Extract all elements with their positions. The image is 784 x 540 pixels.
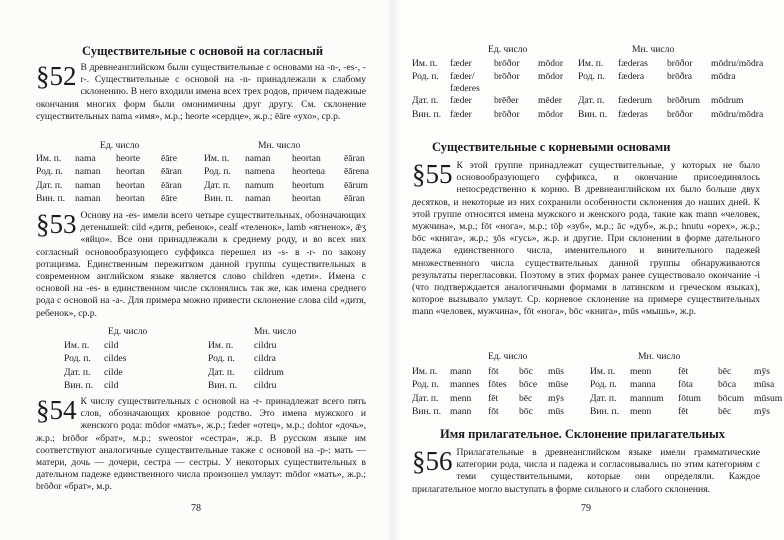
- table-cell: bōca: [718, 379, 737, 391]
- table-cell: fæderum: [618, 95, 653, 107]
- table-cell: menn: [630, 366, 652, 377]
- table-row: [36, 180, 369, 193]
- paragraph-54: [36, 396, 366, 494]
- table-cell: mūs: [548, 405, 564, 417]
- table-cell: heorte: [116, 153, 140, 164]
- table-row: [412, 109, 763, 122]
- table-cell: Род. п.: [590, 379, 617, 391]
- section-number-56: §56: [412, 446, 453, 476]
- table-cell: fōtum: [678, 392, 701, 404]
- section-number-52: §52: [36, 61, 77, 91]
- table-cell: mēder: [538, 95, 562, 107]
- table2-singular-header: Ед. число: [108, 326, 148, 337]
- table-cell: Им. п.: [412, 366, 438, 377]
- table-cell: menn: [450, 392, 472, 404]
- table-cell: cildrum: [254, 366, 284, 378]
- table2-plural-header: Мн. число: [254, 326, 297, 337]
- table3-r-stem-declension: [412, 58, 763, 122]
- table-cell: heortum: [292, 179, 324, 191]
- table-cell: heortan: [292, 192, 321, 204]
- table-cell: brōðor: [667, 108, 693, 120]
- book-gutter-shadow: [386, 0, 400, 540]
- heading-consonant-stem: Существительные с основой на согласный: [82, 44, 324, 58]
- table-cell: mōdru/mōdra: [711, 58, 764, 69]
- table-cell: mōdor: [538, 71, 564, 83]
- table-cell: heortan: [116, 192, 145, 204]
- paragraph-52: [36, 62, 366, 123]
- table-cell: Им. п.: [208, 340, 234, 351]
- table-cell: bōc: [519, 405, 533, 417]
- table-cell: mūse: [548, 379, 569, 391]
- table-cell: Им. п.: [204, 153, 230, 164]
- paragraph-56-text: Прилагательные в древнеанглийском языке имели грамматические категории рода, числа и падежа и согласовывались по этим категориям с теми существительными, которые они определяли. Каждое прилагательное могло выступать в форме сильного и слабого склонения.: [412, 447, 760, 495]
- table-row: [412, 366, 782, 379]
- table-cell: Дат. п.: [36, 179, 63, 191]
- table-row: [36, 166, 369, 179]
- paragraph-55: [412, 160, 760, 319]
- paragraph-52-text: В древнеанглийском были существительные с основами на -n-, -es-, -r-. Существительные с основой на -n- принадлежали к слабому склонению. В него входили имена всех трех родов, причем падежные окончания многих форм были омонимичны друг другу. См. склонение существительных nama «имя», м.р.; heorte «сердце», ж.р.; ēāre «ухо», ср.р.: [36, 62, 366, 122]
- table-cell: fōtes: [488, 379, 507, 391]
- table-row: [64, 380, 284, 393]
- table-cell: menn: [630, 405, 652, 417]
- table-cell: brōðrum: [667, 95, 701, 107]
- table-cell: Род. п.: [412, 379, 439, 391]
- table-cell: Вин. п.: [412, 405, 441, 417]
- table-cell: Дат. п.: [590, 392, 617, 404]
- table-cell: namum: [245, 179, 274, 191]
- table-cell: naman: [75, 192, 101, 204]
- table-cell: cild: [104, 340, 119, 351]
- table2-es-stem-declension: [64, 340, 284, 393]
- table-cell: fæder: [450, 58, 472, 69]
- heading-root-stem: Существительные с корневыми основами: [432, 140, 671, 154]
- table-cell: brōðor: [494, 71, 520, 83]
- table-cell: heortan: [116, 179, 145, 191]
- table-cell: Им. п.: [36, 153, 62, 164]
- table4-singular-header: Ед. число: [488, 351, 528, 362]
- table-cell: ēāre: [161, 153, 177, 164]
- table-cell: fōt: [488, 366, 499, 377]
- table-row: [412, 393, 782, 406]
- table-cell: heortan: [292, 153, 321, 164]
- table1-plural-header: Мн. число: [258, 140, 301, 151]
- table-cell: bōcum: [718, 392, 745, 404]
- table-cell: fæder: [450, 108, 472, 120]
- table-row: [412, 406, 782, 419]
- table-cell: namena: [245, 166, 275, 178]
- table-cell: bēc: [718, 405, 732, 417]
- table-row: [64, 353, 284, 366]
- table-cell: Вин. п.: [590, 405, 619, 417]
- table-cell: Род. п.: [208, 353, 235, 365]
- table-row: [412, 58, 763, 71]
- table-cell: ēārum: [344, 179, 368, 191]
- table-row: [412, 95, 763, 108]
- table-cell: Дат. п.: [64, 366, 91, 378]
- table-cell: fōt: [488, 405, 499, 417]
- table-cell: mōdor: [538, 108, 564, 120]
- table-cell: fæder/ fæderes: [450, 71, 480, 95]
- table-cell: mannes: [450, 379, 480, 391]
- table-cell: brōðor: [494, 108, 520, 120]
- table-cell: Им. п.: [64, 340, 90, 351]
- table-cell: Род. п.: [204, 166, 231, 178]
- table-cell: naman: [75, 166, 101, 178]
- table-cell: mȳs: [754, 366, 770, 377]
- table-cell: fæderas: [618, 58, 648, 69]
- table-cell: Дат. п.: [412, 95, 439, 107]
- table-cell: fōta: [678, 379, 693, 391]
- table-cell: mōdrum: [711, 95, 744, 107]
- table1-n-stem-declension: [36, 153, 369, 206]
- table-cell: ēāran: [344, 192, 365, 204]
- paragraph-56: [412, 447, 760, 496]
- table-cell: cilde: [104, 366, 123, 378]
- table-cell: mūs: [548, 366, 564, 377]
- paragraph-54-text: К числу существительных с основой на -r- принадлежат всего пять слов, обозначающих кровное родство. Это имена мужского и женского рода: mōdor «мать», ж.р.; fæder «отец», м.р.; dohtor «дочь», ж.р.; brōðor «брат», м.р.; sweostor «сестра», ж.р. В русском языке им соответствуют аналогичные существительные также с основой на -р-: мать — матери, дочь — дочери, сестра — сестры. У некоторых существительных в дательном падеже единственного числа произошел умлаут: mōdor «мать», ж.р.; brōðor «брат», м.р.: [36, 396, 366, 493]
- table1-singular-header: Ед. число: [100, 140, 140, 151]
- table-cell: brōðor: [494, 58, 520, 69]
- table-cell: fæderas: [618, 108, 648, 120]
- table-cell: cildes: [104, 353, 127, 365]
- table-row: [412, 71, 763, 95]
- paragraph-53-text: Основу на -es- имели всего четыре существительных, обозначающих детенышей: cild «дитя, ребенок», cealf «теленок», lamb «ягненок», ǣʒ «яйцо». Все они принадлежали к среднему роду, и во всех них согласный основообразующего суффикса перешел из -s- в -r- по закону ротацизма. Единственным пережитком данной группы существительных в современном английском языке является слово children «дети». Имена с основой на -es- в единственном числе склонялись так же, как имена среднего рода с основой на -а-. Для примера можно привести склонение слова cild «дитя, ребенок», ср.р.: [36, 210, 366, 319]
- table-cell: brōðra: [667, 71, 693, 83]
- table-cell: Дат. п.: [204, 179, 231, 191]
- table-cell: Род. п.: [64, 353, 91, 365]
- table-cell: heortena: [292, 166, 326, 178]
- table-cell: manna: [630, 379, 656, 391]
- table-cell: ēārena: [344, 166, 370, 178]
- table-cell: Вин. п.: [204, 192, 233, 204]
- table-cell: mūsa: [754, 379, 775, 391]
- table-cell: naman: [75, 179, 101, 191]
- table-cell: fēt: [488, 392, 499, 404]
- paragraph-53: [36, 210, 366, 320]
- table-cell: Род. п.: [412, 71, 439, 83]
- table-cell: fēt: [678, 366, 689, 377]
- table-cell: cildru: [254, 340, 277, 351]
- table3-plural-header: Мн. число: [632, 44, 675, 55]
- table3-singular-header: Ед. число: [488, 44, 528, 55]
- table-cell: bēc: [519, 392, 533, 404]
- table-row: [36, 153, 369, 166]
- section-number-53: §53: [36, 209, 77, 239]
- table-cell: mannum: [630, 392, 664, 404]
- table-cell: Дат. п.: [412, 392, 439, 404]
- table-cell: Дат. п.: [208, 366, 235, 378]
- table-cell: Вин. п.: [412, 108, 441, 120]
- table-cell: Вин. п.: [64, 379, 93, 391]
- table-row: [64, 340, 284, 353]
- section-number-54: §54: [36, 395, 77, 425]
- table-cell: mūsum: [754, 392, 783, 404]
- table-cell: mann: [450, 366, 472, 377]
- table-cell: ēāran: [344, 153, 365, 164]
- table-cell: Вин. п.: [578, 108, 607, 120]
- table-cell: ēāran: [161, 179, 182, 191]
- table-cell: cildru: [254, 379, 277, 391]
- table4-root-stem-declension: [412, 366, 782, 419]
- right-page: [392, 0, 784, 540]
- table-row: [36, 193, 369, 206]
- table-cell: brēðer: [494, 95, 519, 107]
- table-cell: fæder: [450, 95, 472, 107]
- table-row: [64, 367, 284, 380]
- table-cell: cildra: [254, 353, 276, 365]
- table-cell: mȳs: [754, 405, 770, 417]
- table-cell: naman: [245, 153, 271, 164]
- table-cell: bōce: [519, 379, 538, 391]
- heading-adjectives: Имя прилагательное. Склонение прилагательных: [440, 427, 725, 441]
- table-cell: Род. п.: [36, 166, 63, 178]
- table-cell: heortan: [116, 166, 145, 178]
- table-cell: Род. п.: [578, 71, 605, 83]
- table4-plural-header: Мн. число: [638, 351, 681, 362]
- table-cell: mȳs: [548, 392, 564, 404]
- table-cell: mōdru/mōdra: [711, 108, 764, 120]
- page-number-left: 78: [191, 503, 201, 514]
- section-number-55: §55: [412, 159, 453, 189]
- table-cell: Им. п.: [412, 58, 438, 69]
- table-cell: Им. п.: [578, 58, 604, 69]
- table-cell: fēt: [678, 405, 689, 417]
- table-cell: ēāran: [161, 166, 182, 178]
- table-cell: mann: [450, 405, 472, 417]
- table-cell: Вин. п.: [36, 192, 65, 204]
- table-cell: ēāre: [161, 192, 177, 204]
- table-cell: mōdra: [711, 71, 736, 83]
- table-cell: bōc: [519, 366, 533, 377]
- table-cell: nama: [75, 153, 96, 164]
- table-row: [412, 379, 782, 392]
- page-number-right: 79: [581, 503, 591, 514]
- table-cell: fædera: [618, 71, 645, 83]
- table-cell: Им. п.: [590, 366, 616, 377]
- paragraph-55-text: К этой группе принадлежат существительные, у которых не было основообразующего суффикса, и окончание присоединялось непосредственно к корню. В древнеанглийском их было больше двух десятков, и некоторые из них сохранили особенности склонения до наших дней. К этой группе относятся имена мужского и женского рода, такие как mann «человек, мужчина», м.р.; fōt «нога», м.р.; tōþ «зуб», м.р.; āc «дуб», ж.р.; hnutu «орех», ж.р.; bōc «книга», ж.р.; ʒōs «гусь», ж.р. и другие. При склонении в форме дательного падежа единственного числа, именительного и винительного падежей множественного числа существительных данной группы обнаруживаются результаты перегласовки. Поэтому в этих формах ранее существовало окончание -i (что подтверждается аналогичными формами в латинском и греческом языках), которое вызывало умлаут. Ср. корневое склонение на примере существительных mann «человек, мужчина», fōt «нога», bōc «книга», mūs «мышь», ж.р.: [412, 160, 760, 318]
- table-cell: cild: [104, 379, 119, 391]
- table-cell: naman: [245, 192, 271, 204]
- table-cell: mōdor: [538, 58, 564, 69]
- table-cell: Дат. п.: [578, 95, 605, 107]
- table-cell: bēc: [718, 366, 732, 377]
- table-cell: Вин. п.: [208, 379, 237, 391]
- table-cell: brōðor: [667, 58, 693, 69]
